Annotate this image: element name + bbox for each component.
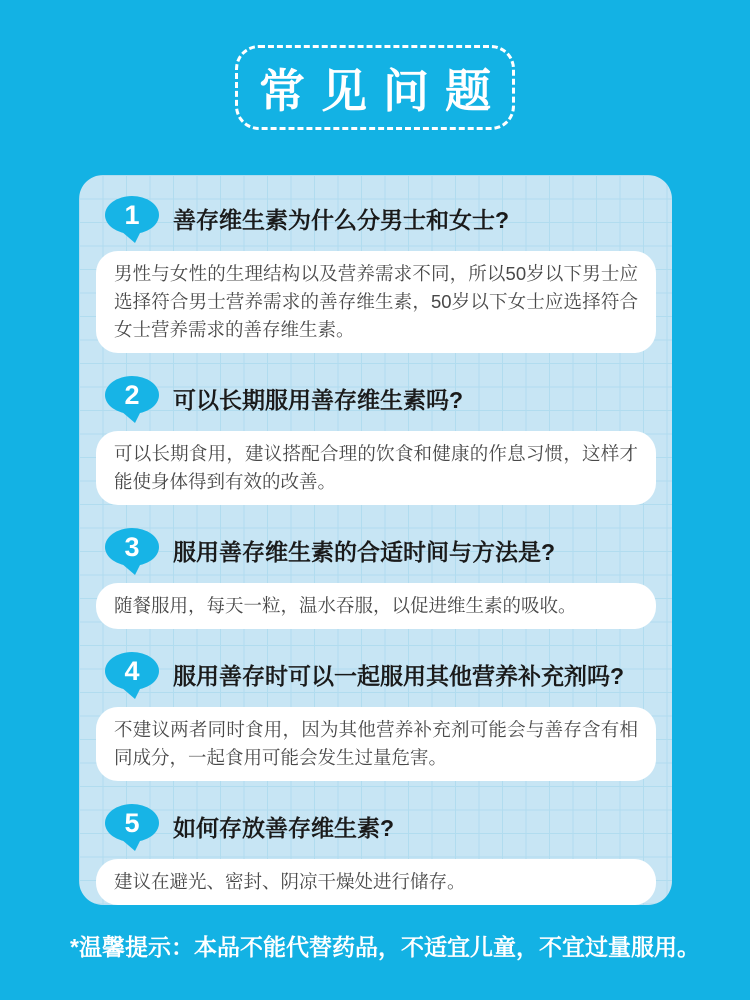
speech-bubble-badge-icon xyxy=(105,196,159,234)
question-row xyxy=(105,803,672,849)
question-text: 服用善存时可以一起服用其他营养补充剂吗? xyxy=(173,662,625,689)
faq-panel xyxy=(79,175,672,905)
question-text: 善存维生素为什么分男士和女士? xyxy=(173,206,510,233)
question-text: 可以长期服用善存维生素吗? xyxy=(173,386,464,413)
faq-item-5 xyxy=(79,803,672,905)
question-number: 3 xyxy=(124,531,140,562)
question-number: 5 xyxy=(124,807,140,838)
faq-item-4 xyxy=(79,651,672,781)
faq-item-2 xyxy=(79,375,672,505)
answer-box: 可以长期食用，建议搭配合理的饮食和健康的作息习惯，这样才能使身体得到有效的改善。 xyxy=(96,431,656,505)
title-box xyxy=(235,45,515,130)
question-number: 1 xyxy=(124,199,140,230)
speech-bubble-badge-icon xyxy=(105,376,159,414)
page-title: 常见问题 xyxy=(259,64,507,117)
question-row xyxy=(105,651,672,697)
speech-bubble-badge-icon xyxy=(105,804,159,842)
speech-bubble-badge-icon xyxy=(105,528,159,566)
question-row xyxy=(105,195,672,241)
answer-box: 不建议两者同时食用，因为其他营养补充剂可能会与善存含有相同成分，一起食用可能会发生过量危害。 xyxy=(96,707,656,781)
question-text: 如何存放善存维生素? xyxy=(173,814,395,841)
answer-box: 建议在避光、密封、阴凉干燥处进行储存。 xyxy=(96,859,656,905)
answer-box: 随餐服用，每天一粒，温水吞服，以促进维生素的吸收。 xyxy=(96,583,656,629)
question-number: 4 xyxy=(124,655,140,686)
faq-item-3 xyxy=(79,527,672,629)
faq-item-1 xyxy=(79,195,672,353)
disclaimer-note: *温馨提示：本品不能代替药品，不适宜儿童，不宜过量服用。 xyxy=(70,934,700,960)
question-text: 服用善存维生素的合适时间与方法是? xyxy=(173,538,556,565)
question-number: 2 xyxy=(124,379,140,410)
question-row xyxy=(105,375,672,421)
speech-bubble-badge-icon xyxy=(105,652,159,690)
question-row xyxy=(105,527,672,573)
answer-box: 男性与女性的生理结构以及营养需求不同，所以50岁以下男士应选择符合男士营养需求的善存维生素，50岁以下女士应选择符合女士营养需求的善存维生素。 xyxy=(96,251,656,353)
